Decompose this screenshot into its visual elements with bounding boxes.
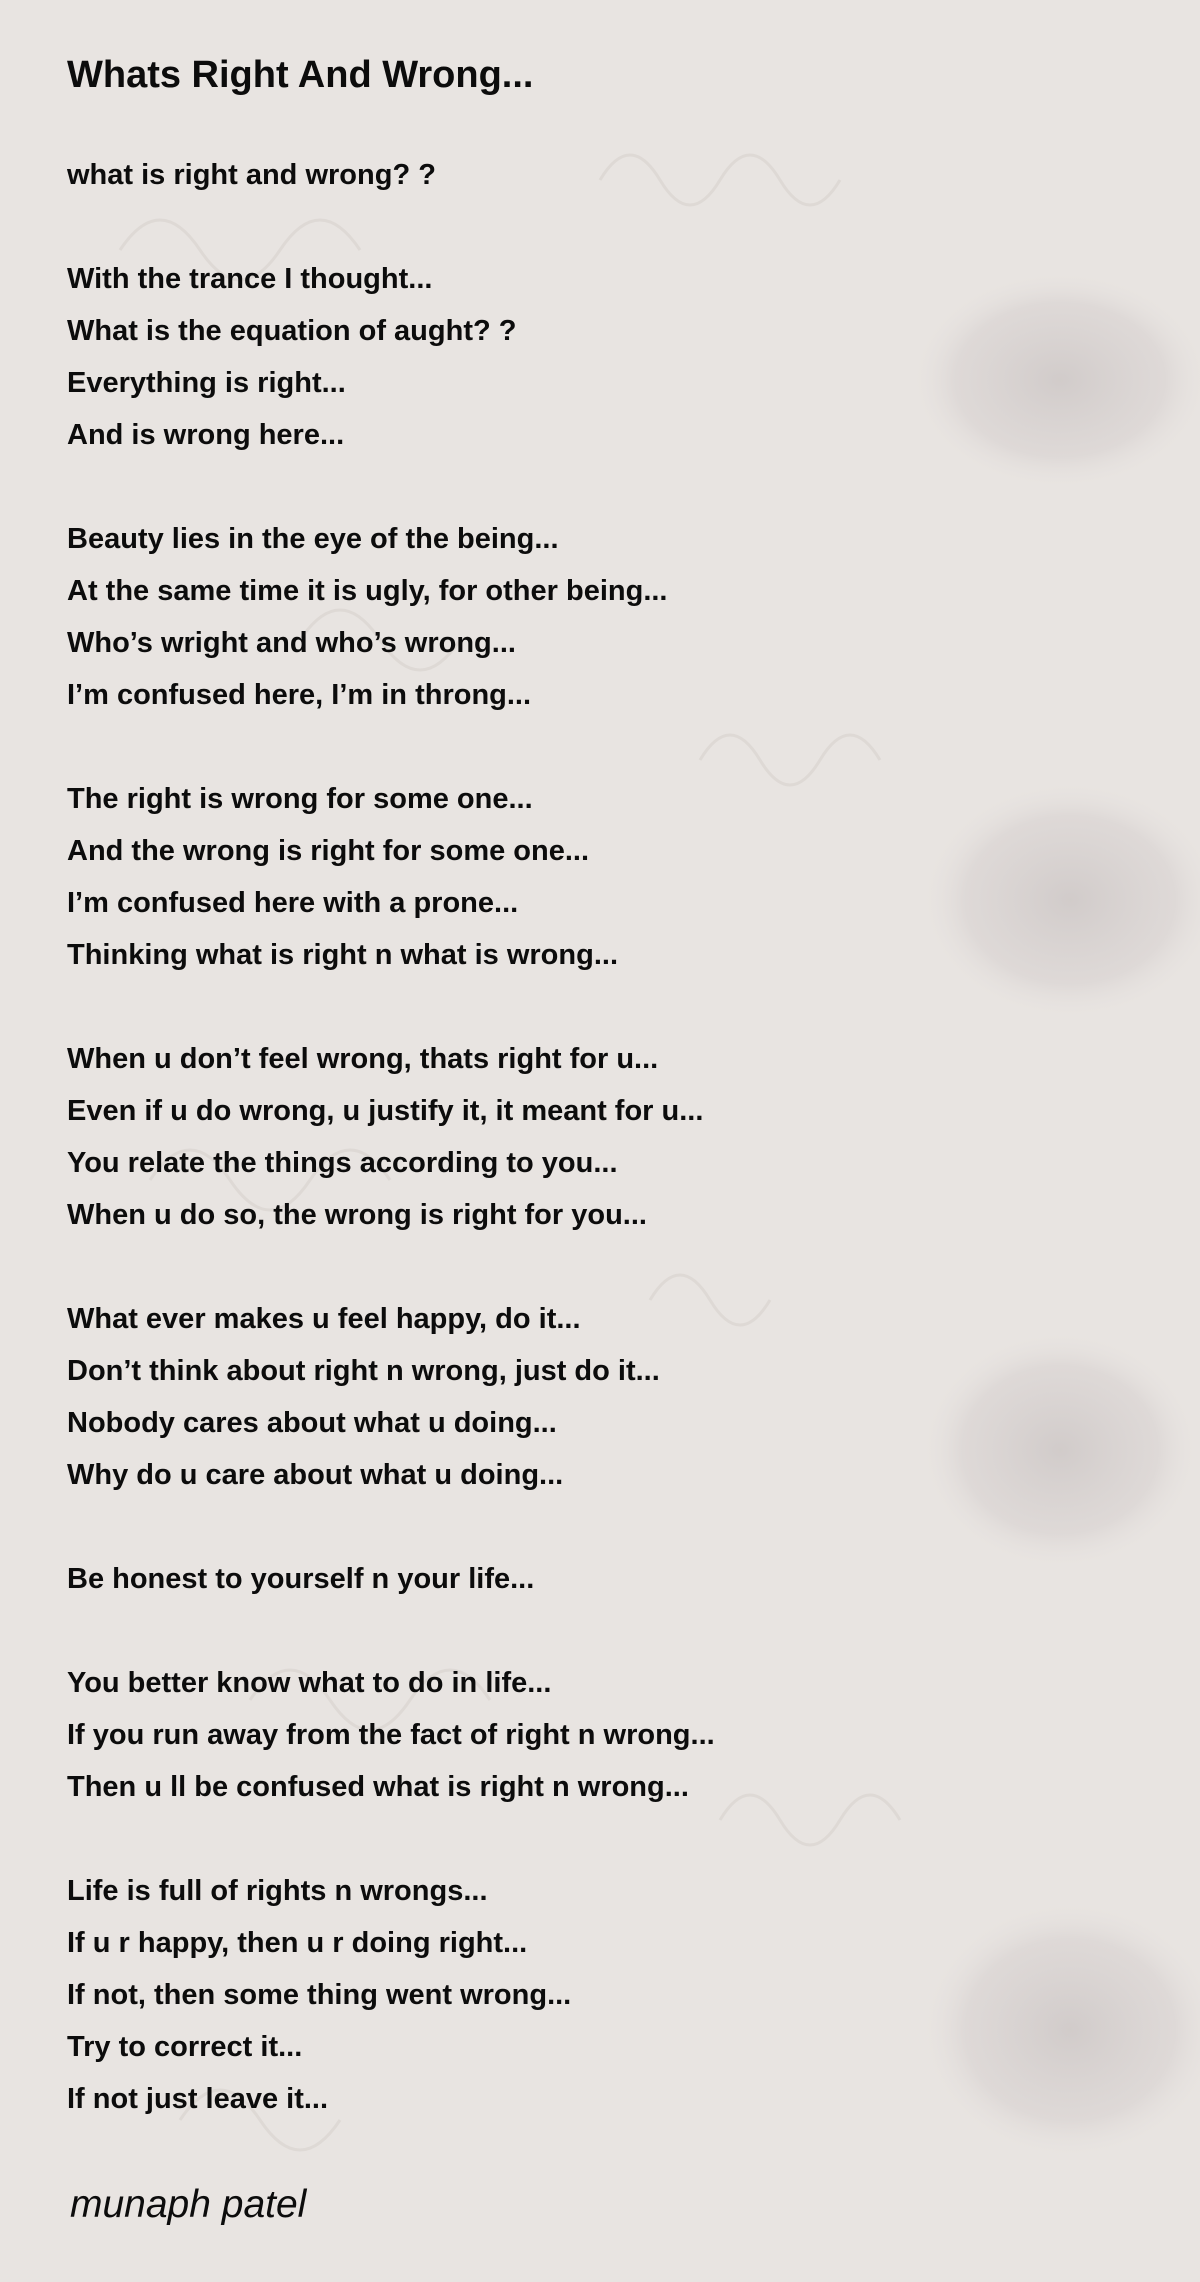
poem-line: Why do u care about what u doing... [67, 1459, 564, 1491]
poem-line: Thinking what is right n what is wrong... [67, 939, 618, 971]
poem-line: If not just leave it... [67, 2083, 329, 2115]
poem-line: The right is wrong for some one... [67, 783, 533, 815]
poem-author: munaph patel [70, 2183, 307, 2226]
poem-stanza [67, 1553, 715, 1605]
poem-line: If u r happy, then u r doing right... [67, 1927, 528, 1959]
poem-stanza [67, 253, 715, 461]
poem-line: If not, then some thing went wrong... [67, 1979, 572, 2011]
poem-line: Beauty lies in the eye of the being... [67, 523, 559, 555]
poem-stanza [67, 773, 715, 981]
poem-stanza [67, 1033, 715, 1241]
poem-line: Who’s wright and who’s wrong... [67, 627, 516, 659]
poem-line: what is right and wrong? ? [67, 159, 436, 191]
poem-line: When u do so, the wrong is right for you... [67, 1199, 647, 1231]
poem-line: I’m confused here, I’m in throng... [67, 679, 532, 711]
poem-line: Be honest to yourself n your life... [67, 1563, 535, 1595]
poem-stanza [67, 1293, 715, 1501]
poem-line: Life is full of rights n wrongs... [67, 1875, 488, 1907]
poem-stanza [67, 1865, 715, 2125]
poem-line: You relate the things according to you... [67, 1147, 618, 1179]
poem-stanza [67, 513, 715, 721]
poem-line: And is wrong here... [67, 419, 345, 451]
poem-line: At the same time it is ugly, for other being... [67, 575, 668, 607]
poem-line: With the trance I thought... [67, 263, 433, 295]
poem-line: Everything is right... [67, 367, 346, 399]
poem-line: And the wrong is right for some one... [67, 835, 590, 867]
poem-line: If you run away from the fact of right n wrong... [67, 1719, 715, 1751]
poem-body [67, 149, 715, 2177]
poem-line: Don’t think about right n wrong, just do it... [67, 1355, 660, 1387]
poem-line: Then u ll be confused what is right n wrong... [67, 1771, 689, 1803]
poem-line: You better know what to do in life... [67, 1667, 552, 1699]
poem-line: Try to correct it... [67, 2031, 303, 2063]
poem-line: What is the equation of aught? ? [67, 315, 517, 347]
poem-line: I’m confused here with a prone... [67, 887, 519, 919]
poem-line: When u don’t feel wrong, thats right for u... [67, 1043, 659, 1075]
poem-line: Nobody cares about what u doing... [67, 1407, 557, 1439]
poem-title: Whats Right And Wrong... [67, 54, 534, 96]
poem-stanza [67, 149, 715, 201]
poem-stanza [67, 1657, 715, 1813]
poem-line: Even if u do wrong, u justify it, it meant for u... [67, 1095, 704, 1127]
poem-line: What ever makes u feel happy, do it... [67, 1303, 581, 1335]
